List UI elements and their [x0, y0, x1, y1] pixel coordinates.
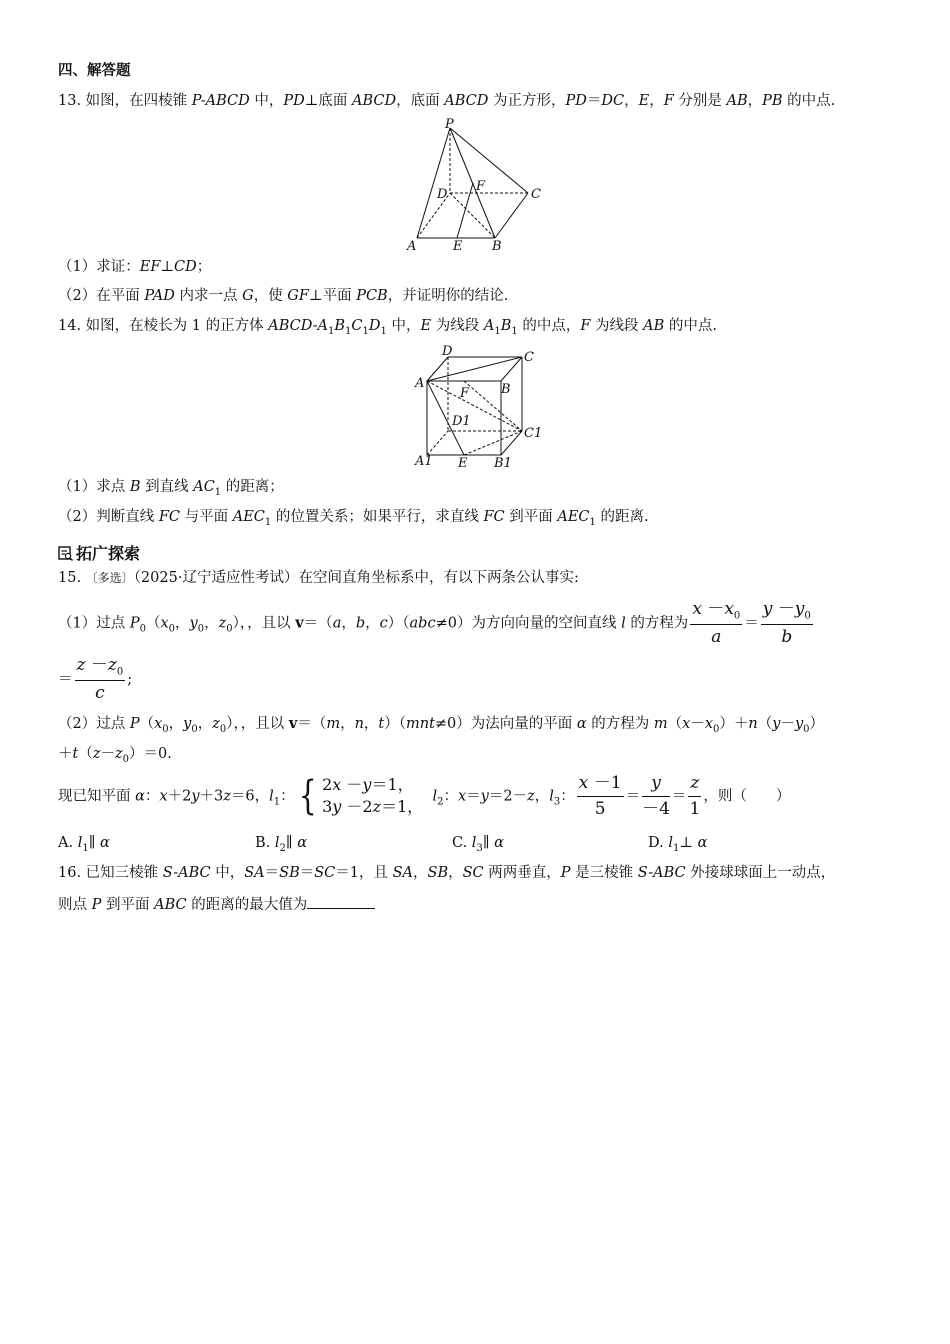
label-C: C: [531, 187, 541, 202]
label-B: B: [492, 239, 502, 254]
label-D: D: [442, 344, 453, 359]
label-B: B: [501, 382, 511, 397]
label-D1: D1: [452, 414, 471, 429]
question-15-fact-2-cont: $+t(z-z_0)=0$.: [58, 746, 172, 765]
question-15-fact-1-cont: ＝ $\frac{z -z_0}{c}$ ;: [58, 655, 133, 703]
explore-icon: [58, 546, 73, 561]
label-P: P: [445, 118, 454, 132]
label-A: A: [415, 376, 425, 391]
label-E: E: [458, 456, 468, 471]
label-A: A: [407, 239, 417, 254]
multi-choice-tag: 〔多选〕: [85, 571, 134, 585]
option-d[interactable]: D. $l_1\perp$ α: [648, 835, 708, 854]
label-C1: C1: [524, 426, 543, 441]
question-number: 14.: [58, 318, 82, 334]
question-16-line-1: 16. 已知三棱锥 S-ABC 中，SA＝SB＝SC＝1，且 SA，SB，SC 两两垂直，P 是三棱锥 S-ABC 外接球球面上一动点，: [58, 865, 836, 881]
question-13-stem: 13. 如图，在四棱锥 P-ABCD 中，PD⊥底面 ABCD，底面 ABCD 为正方形，PD＝DC，E，F 分别是 AB，PB 的中点.: [58, 93, 836, 109]
option-a[interactable]: A. $l_1\parallel$ α: [58, 835, 110, 854]
question-15-known: 现已知平面 α：x＋2y＋3z＝6，$l_1$：{ 2x －y＝1， 3y －2z＝1， $l_2$：x＝y＝2－z，$l_3$： $\frac{x -1}{5}$ ＝ $\frac{y}{-4}$ ＝ $\frac{z}{1}$ ，则（ ）: [58, 773, 791, 820]
question-14-part-2: （2）判断直线 FC 与平面 $AEC_1$ 的位置关系；如果平行，求直线 FC 到平面 $AEC_1$ 的距离.: [58, 509, 649, 528]
question-16-line-2: 则点 P 到平面 ABC 的距离的最大值为: [58, 894, 375, 916]
label-D: D: [437, 187, 448, 202]
option-b[interactable]: B. $l_2\parallel$ α: [255, 835, 307, 854]
answer-blank[interactable]: [307, 894, 375, 909]
explore-section-title: 拓广探索: [58, 543, 140, 565]
question-number: 13.: [58, 93, 82, 109]
label-C: C: [524, 350, 534, 365]
question-15-stem: 15. 〔多选〕（2025·辽宁适应性考试）在空间直角坐标系中，有以下两条公认事实:: [58, 570, 579, 586]
option-c[interactable]: C. $l_3\parallel$ α: [452, 835, 504, 854]
label-B1: B1: [494, 456, 512, 471]
question-13-part-1: （1）求证：EF⊥CD；: [58, 259, 212, 275]
section-title: 四、解答题: [58, 63, 131, 79]
question-14-part-1: （1）求点 B 到直线 $AC_1$ 的距离；: [58, 479, 284, 498]
label-A1: A1: [415, 454, 433, 469]
label-E: E: [453, 239, 463, 254]
label-F: F: [476, 179, 486, 194]
question-15-fact-2: （2）过点 $P(x_0$，$y_0$，$z_0$），，且以 v＝（m，n，t）（mnt≠0）为法向量的平面 α 的方程为 $m(x-x_0)+n(y-y_0)$: [58, 715, 825, 735]
pyramid-figure: [400, 118, 560, 256]
question-13-part-2: （2）在平面 PAD 内求一点 G，使 GF⊥平面 PCB，并证明你的结论.: [58, 288, 509, 304]
question-14-stem: 14. 如图，在棱长为 1 的正方体 ABCD-$A_1B_1C_1D_1$ 中，E 为线段 $A_1B_1$ 的中点，F 为线段 AB 的中点.: [58, 318, 717, 337]
cube-figure: [410, 343, 550, 473]
question-15-fact-1: （1）过点 $P_0(x_0$，$y_0$，$z_0$），，且以 v＝（a，b，c）（abc≠0）为方向向量的空间直线 l 的方程为 $\frac{x -x_0}{a}$ ＝ $\frac{y -y_0}{b}$: [58, 599, 811, 647]
label-F: F: [460, 386, 470, 401]
